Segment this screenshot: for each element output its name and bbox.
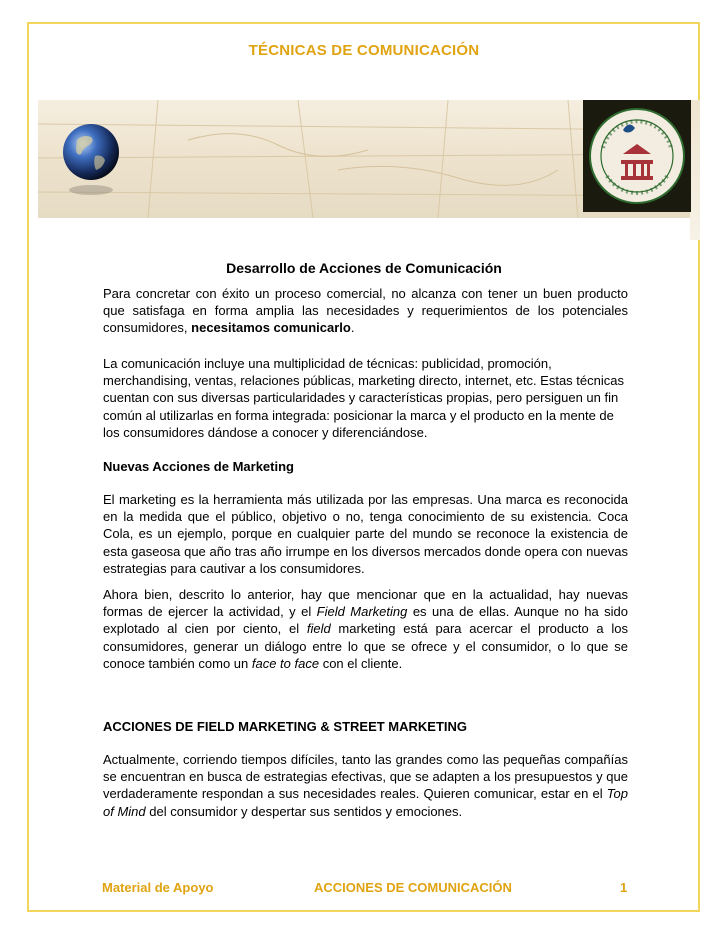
paragraph-communication: La comunicación incluye una multiplicidad de técnicas: publicidad, promoción, merchandising, ventas, relaciones públicas, marketing directo, internet, etc. Estas técnicas cuentan con sus diversas particularidades y características propias, pero persiguen un fin común al utilizarlas en forma integrada: posicionar la marca y el producto en la mente de los consumidores dándose a conocer y diferenciándose. [103,356,624,440]
footer-center-label: ACCIONES DE COMUNICACIÓN [314,880,512,895]
paragraph-text: Para concretar con éxito un proceso comercial, no alcanza con tener un buen producto que satisfaga en forma amplia las necesidades y requerimientos de los potenciales consumidores, [103,286,628,336]
paragraph-text: con el cliente. [319,655,403,671]
globe-icon [63,118,121,203]
italic-text: face to face [251,655,320,671]
paragraph-intro [103,285,628,337]
footer-left-label: Material de Apoyo [102,880,214,895]
banner-edge [690,100,700,240]
paragraph-marketing: El marketing es la herramienta más utilizada por las empresas. Una marca es reconocida en la medida que el público, objetivo o no, tenga conocimiento de su existencia. Coca Cola, es un ejemplo, porque en cualquier parte del mundo se reconoce la existencia de esta gaseosa que año tras año irrumpe en los diversos mercados donde opera con nuevas estrategias para cautivar a los consumidores. [103,492,628,576]
paragraph-text: marketing está para acercar el producto a los consumidores, generar un diálogo entre lo que se ofrece y el consumidor, o lo que se conoce también como un [103,621,628,671]
paragraph-field-marketing [103,586,628,672]
italic-text: field [306,621,331,637]
emphasis-text: necesitamos comunicarlo [191,320,351,336]
section-heading: Desarrollo de Acciones de Comunicación [226,260,502,276]
italic-text: Field Marketing [316,604,408,620]
paragraph-text: Ahora bien, descrito lo anterior, hay que mencionar que en la actualidad, hay nuevas formas de ejercer la actividad, y el [103,587,628,620]
page-header-title: TÉCNICAS DE COMUNICACIÓN [248,42,480,59]
paragraph-text: . [350,320,355,336]
paragraph-text: es una de ellas. Aunque no ha sido explotado al cien por ciento, el [103,604,628,637]
italic-text: Top of Mind [103,786,628,819]
paragraph-current-times [103,751,628,820]
subheading-field-street: ACCIONES DE FIELD MARKETING & STREET MARKETING [103,719,468,734]
university-seal-logo [583,100,691,212]
paragraph-text: del consumidor y despertar sus sentidos y emociones. [145,803,463,819]
paragraph-text: Actualmente, corriendo tiempos difíciles, tanto las grandes como las pequeñas compañías se encuentran en busca de estrategias efectivas, que se adapten a los presupuestos y que verdaderamente respondan a sus necesidades reales. Quieren comunicar, estar en el [103,752,628,802]
subheading-new-actions: Nuevas Acciones de Marketing [103,459,294,474]
page-number: 1 [620,880,628,895]
